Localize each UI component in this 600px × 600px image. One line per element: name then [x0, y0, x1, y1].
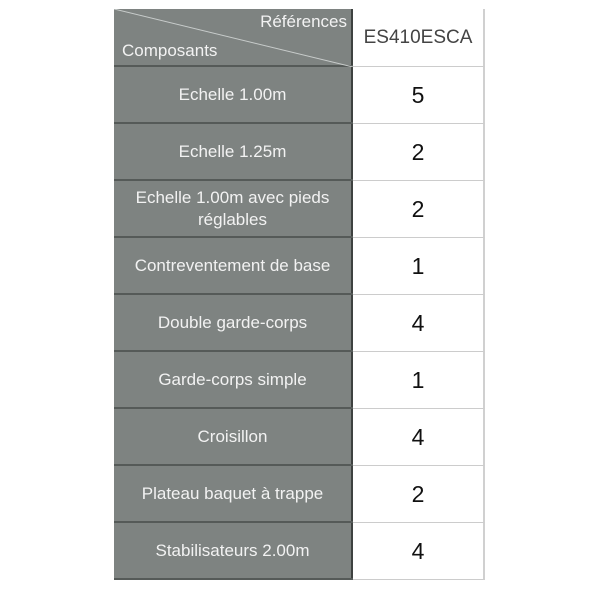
component-name: Plateau baquet à trappe: [114, 466, 353, 521]
quantity-cell: 2: [353, 181, 485, 238]
component-name: Echelle 1.25m: [114, 124, 353, 179]
quantity-cell: 4: [353, 523, 485, 580]
table-row: [114, 466, 485, 523]
table-row: [114, 295, 485, 352]
table-row: [114, 409, 485, 466]
component-name: Double garde-corps: [114, 295, 353, 350]
quantity-cell: 1: [353, 352, 485, 409]
quantity-cell: 4: [353, 409, 485, 466]
header-corner-cell: [114, 9, 353, 65]
references-label: Références: [260, 12, 347, 31]
quantity-cell: 2: [353, 124, 485, 181]
table-row: [114, 523, 485, 580]
table-row: [114, 181, 485, 238]
component-name: Garde-corps simple: [114, 352, 353, 407]
component-name: Contreventement de base: [114, 238, 353, 293]
component-name: Echelle 1.00m: [114, 67, 353, 122]
header-row: [114, 9, 485, 67]
table-row: [114, 352, 485, 409]
table-row: [114, 124, 485, 181]
quantity-cell: 1: [353, 238, 485, 295]
quantity-cell: 4: [353, 295, 485, 352]
components-table: [114, 9, 485, 580]
component-name: Echelle 1.00m avec pieds réglables: [114, 181, 353, 236]
table-row: [114, 67, 485, 124]
table-row: [114, 238, 485, 295]
components-label: Composants: [122, 41, 218, 60]
reference-header: ES410ESCA: [353, 9, 485, 67]
quantity-cell: 2: [353, 466, 485, 523]
component-name: Croisillon: [114, 409, 353, 464]
component-name: Stabilisateurs 2.00m: [114, 523, 353, 578]
quantity-cell: 5: [353, 67, 485, 124]
